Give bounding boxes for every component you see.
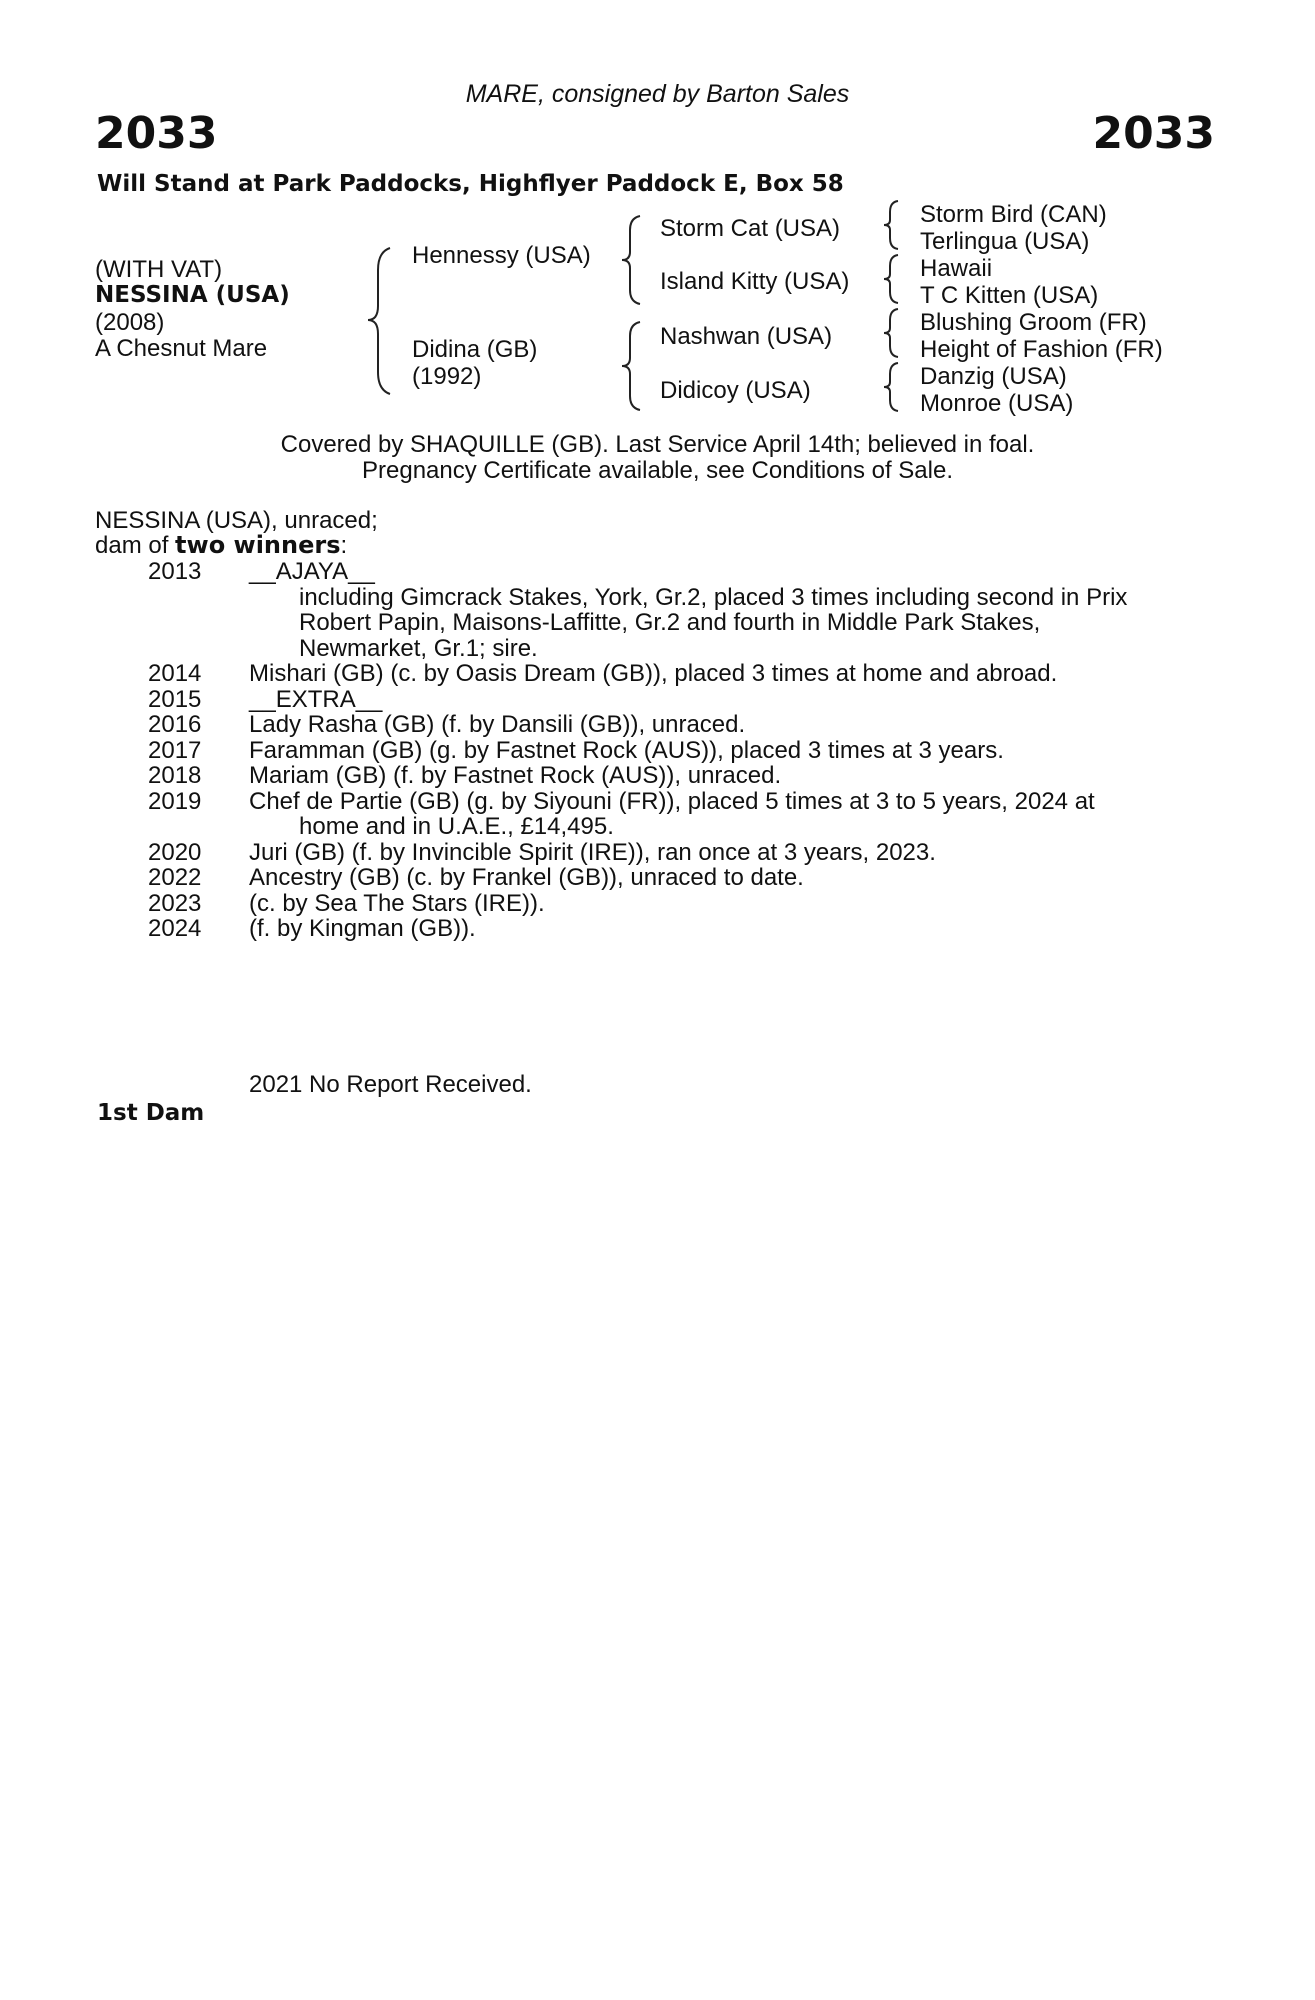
produce-text-line: __AJAYA__	[249, 558, 375, 585]
produce-year: 2015	[148, 685, 202, 713]
pedigree-bracket-g4-4	[880, 360, 904, 414]
pedigree-gen4-1: Storm Bird (CAN)	[920, 201, 1107, 228]
pedigree-sire-bracket	[618, 212, 648, 308]
produce-text-line: including Gimcrack Stakes, York, Gr.2, placed 3 times including second in Prix	[299, 583, 1128, 611]
produce-text-line: Faramman (GB) (g. by Fastnet Rock (AUS)), placed 3 times at 3 years.	[249, 736, 1004, 764]
produce-year: 2023	[148, 889, 202, 917]
pedigree-gen4-4: T C Kitten (USA)	[920, 282, 1099, 309]
produce-text-line: home and in U.A.E., £14,495.	[299, 813, 614, 840]
produce-text-line: Mishari (GB) (c. by Oasis Dream (GB)), placed 3 times at home and abroad.	[249, 660, 1058, 687]
pregnancy-line: Pregnancy Certificate available, see Conditions of Sale.	[362, 457, 953, 484]
pedigree-dam-year: (1992)	[412, 363, 482, 390]
pedigree-dam: Didina (GB)	[412, 336, 538, 363]
produce-text-line: Robert Papin, Maisons-Laffitte, Gr.2 and fourth in Middle Park Stakes,	[299, 609, 1041, 636]
produce-text-line: Juri (GB) (f. by Invincible Spirit (IRE)), ran once at 3 years, 2023.	[249, 838, 936, 866]
pedigree-sire: Hennessy (USA)	[412, 242, 591, 269]
no-report-note: 2021 No Report Received.	[249, 1071, 532, 1098]
pedigree-dam-bracket	[618, 318, 648, 414]
stand-location: Will Stand at Park Paddocks, Highflyer Paddock E, Box 58	[97, 171, 844, 197]
produce-year: 2018	[148, 762, 202, 789]
horse-year: (2008)	[95, 309, 165, 336]
pedigree-main-bracket	[360, 240, 400, 400]
produce-text-line: (c. by Sea The Stars (IRE)).	[249, 889, 545, 917]
horse-name: NESSINA (USA)	[95, 282, 290, 308]
pedigree-gen3-3: Nashwan (USA)	[660, 323, 833, 350]
produce-text-line: Chef de Partie (GB) (g. by Siyouni (FR)), placed 5 times at 3 to 5 years, 2024 at	[249, 787, 1095, 815]
pedigree-gen4-5: Blushing Groom (FR)	[920, 309, 1147, 336]
produce-year: 2020	[148, 838, 202, 866]
horse-description: A Chesnut Mare	[95, 335, 268, 362]
produce-text-line: (f. by Kingman (GB)).	[249, 915, 476, 942]
consignment-line: MARE, consigned by Barton Sales	[465, 80, 850, 108]
produce-text-line: Mariam (GB) (f. by Fastnet Rock (AUS)), unraced.	[249, 762, 782, 789]
pedigree-gen4-8: Monroe (USA)	[920, 390, 1074, 417]
produce-text-line: Lady Rasha (GB) (f. by Dansili (GB)), unraced.	[249, 711, 746, 738]
produce-text-line: __EXTRA__	[249, 685, 383, 713]
produce-intro: NESSINA (USA), unraced;	[95, 507, 378, 534]
lot-number-right: 2033	[1092, 108, 1215, 159]
vat-note: (WITH VAT)	[95, 256, 223, 283]
produce-dam-of: dam of two winners:	[95, 531, 348, 559]
pedigree-gen3-1: Storm Cat (USA)	[660, 215, 841, 242]
pedigree-bracket-g4-3	[880, 306, 904, 360]
covered-line: Covered by SHAQUILLE (GB). Last Service April 14th; believed in foal.	[280, 431, 1035, 458]
produce-year: 2013	[148, 558, 202, 585]
produce-text-line: Ancestry (GB) (c. by Frankel (GB)), unraced to date.	[249, 864, 804, 891]
pedigree-gen4-6: Height of Fashion (FR)	[920, 336, 1163, 363]
first-dam-heading: 1st Dam	[97, 1100, 205, 1126]
produce-year: 2024	[148, 915, 202, 942]
pedigree-bracket-g4-1	[880, 198, 904, 252]
lot-number-left: 2033	[95, 108, 218, 159]
pedigree-bracket-g4-2	[880, 252, 904, 306]
produce-text-line: Newmarket, Gr.1; sire.	[299, 634, 538, 662]
pedigree-gen4-3: Hawaii	[920, 255, 993, 282]
produce-year: 2019	[148, 787, 202, 815]
pedigree-gen3-4: Didicoy (USA)	[660, 377, 811, 404]
pedigree-gen4-7: Danzig (USA)	[920, 363, 1067, 390]
produce-year: 2022	[148, 864, 202, 891]
produce-year: 2014	[148, 660, 202, 687]
produce-year: 2016	[148, 711, 202, 738]
pedigree-gen4-2: Terlingua (USA)	[920, 228, 1090, 255]
pedigree-gen3-2: Island Kitty (USA)	[660, 268, 850, 295]
produce-year: 2017	[148, 736, 202, 764]
